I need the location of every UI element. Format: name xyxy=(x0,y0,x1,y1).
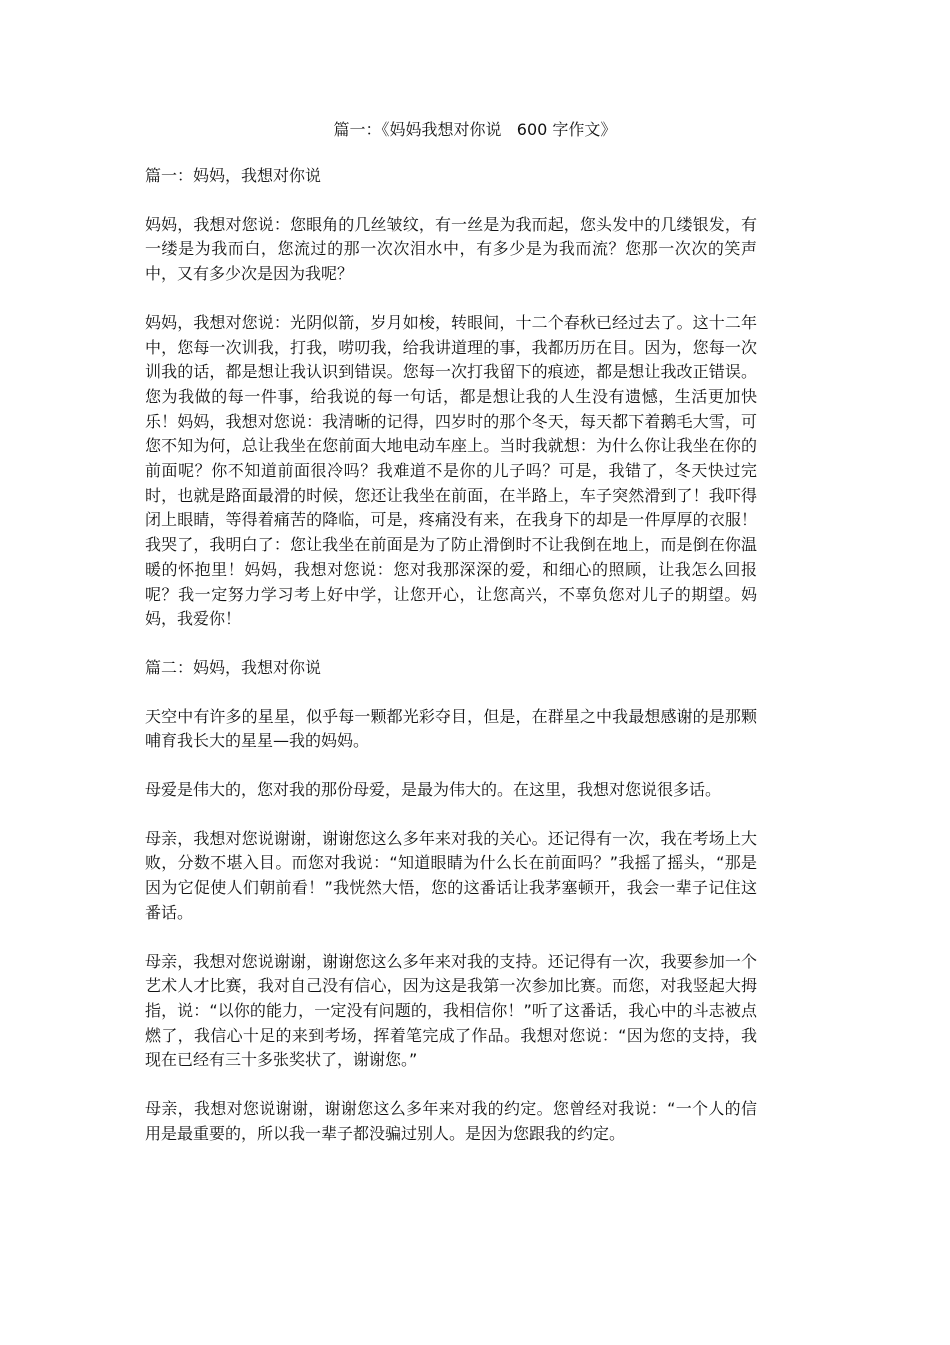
paragraph: 母爱是伟大的，您对我的那份母爱，是最为伟大的。在这里，我想对您说很多话。 xyxy=(145,780,722,800)
paragraph: 母亲，我想对您说谢谢，谢谢您这么多年来对我的约定。您曾经对我说：“一个人的信用是最重要的，所以我一辈子都没骗过别人。是因为您跟我的约定。 xyxy=(145,1099,757,1143)
document-title: 篇一：《妈妈我想对你说 600 字作文》 xyxy=(333,120,617,139)
document-body xyxy=(145,164,757,1171)
paragraph: 天空中有许多的星星，似乎每一颗都光彩夺目，但是，在群星之中我最想感谢的是那颗哺育我长大的星星—我的妈妈。 xyxy=(145,706,757,751)
section-heading: 篇二：妈妈，我想对你说 xyxy=(145,657,322,677)
paragraph: 母亲，我想对您说谢谢，谢谢您这么多年来对我的关心。还记得有一次，我在考场上大败，分数不堪入目。而您对我说：“知道眼睛为什么长在前面吗？”我摇了摇头，“那是因为它促使人们朝前看！”我恍然大悟，您的这番话让我茅塞顿开，我会一辈子记住这番话。 xyxy=(145,828,757,922)
paragraph: 母亲，我想对您说谢谢，谢谢您这么多年来对我的支持。还记得有一次，我要参加一个艺术人才比赛，我对自己没有信心，因为这是我第一次参加比赛。而您，对我竖起大拇指，说：“以你的能力，一定没有问题的，我相信你！”听了这番话，我心中的斗志被点燃了，我信心十足的来到考场，挥着笔完成了作品。我想对您说：“因为您的支持，我现在已经有三十多张奖状了，谢谢您。” xyxy=(145,951,757,1070)
paragraph: 妈妈，我想对您说：您眼角的几丝皱纹，有一丝是为我而起，您头发中的几缕银发，有一缕是为我而白，您流过的那一次次泪水中，有多少是为我而流？您那一次次的笑声中，又有多少次是因为我呢？ xyxy=(145,214,757,284)
paragraph: 妈妈，我想对您说：光阴似箭，岁月如梭，转眼间，十二个春秋已经过去了。这十二年中，您每一次训我，打我，唠叨我，给我讲道理的事，我都历历在目。因为，您每一次训我的话，都是想让我认识到错误。您每一次打我留下的痕迹，都是想让我改正错误。您为我做的每一件事，给我说的每一句话，都是想让我的人生没有遗憾，生活更加快乐！妈妈，我想对您说：我清晰的记得，四岁时的那个冬天，每天都下着鹅毛大雪，可您不知为何，总让我坐在您前面大地电动车座上。当时我就想：为什么你让我坐在你的前面呢？你不知道前面很冷吗？我难道不是你的儿子吗？可是，我错了，冬天快过完时，也就是路面最滑的时候，您还让我坐在前面，在半路上，车子突然滑到了！我吓得闭上眼睛，等得着痛苦的降临，可是，疼痛没有来，在我身下的却是一件厚厚的衣服！我哭了，我明白了：您让我坐在前面是为了防止滑倒时不让我倒在地上，而是倒在你温暖的怀抱里！妈妈，我想对您说：您对我那深深的爱，和细心的照顾，让我怎么回报呢？我一定努力学习考上好中学，让您开心，让您高兴，不辜负您对儿子的期望。妈妈，我爱你！ xyxy=(145,312,757,629)
section-heading: 篇一：妈妈，我想对你说 xyxy=(145,166,322,185)
